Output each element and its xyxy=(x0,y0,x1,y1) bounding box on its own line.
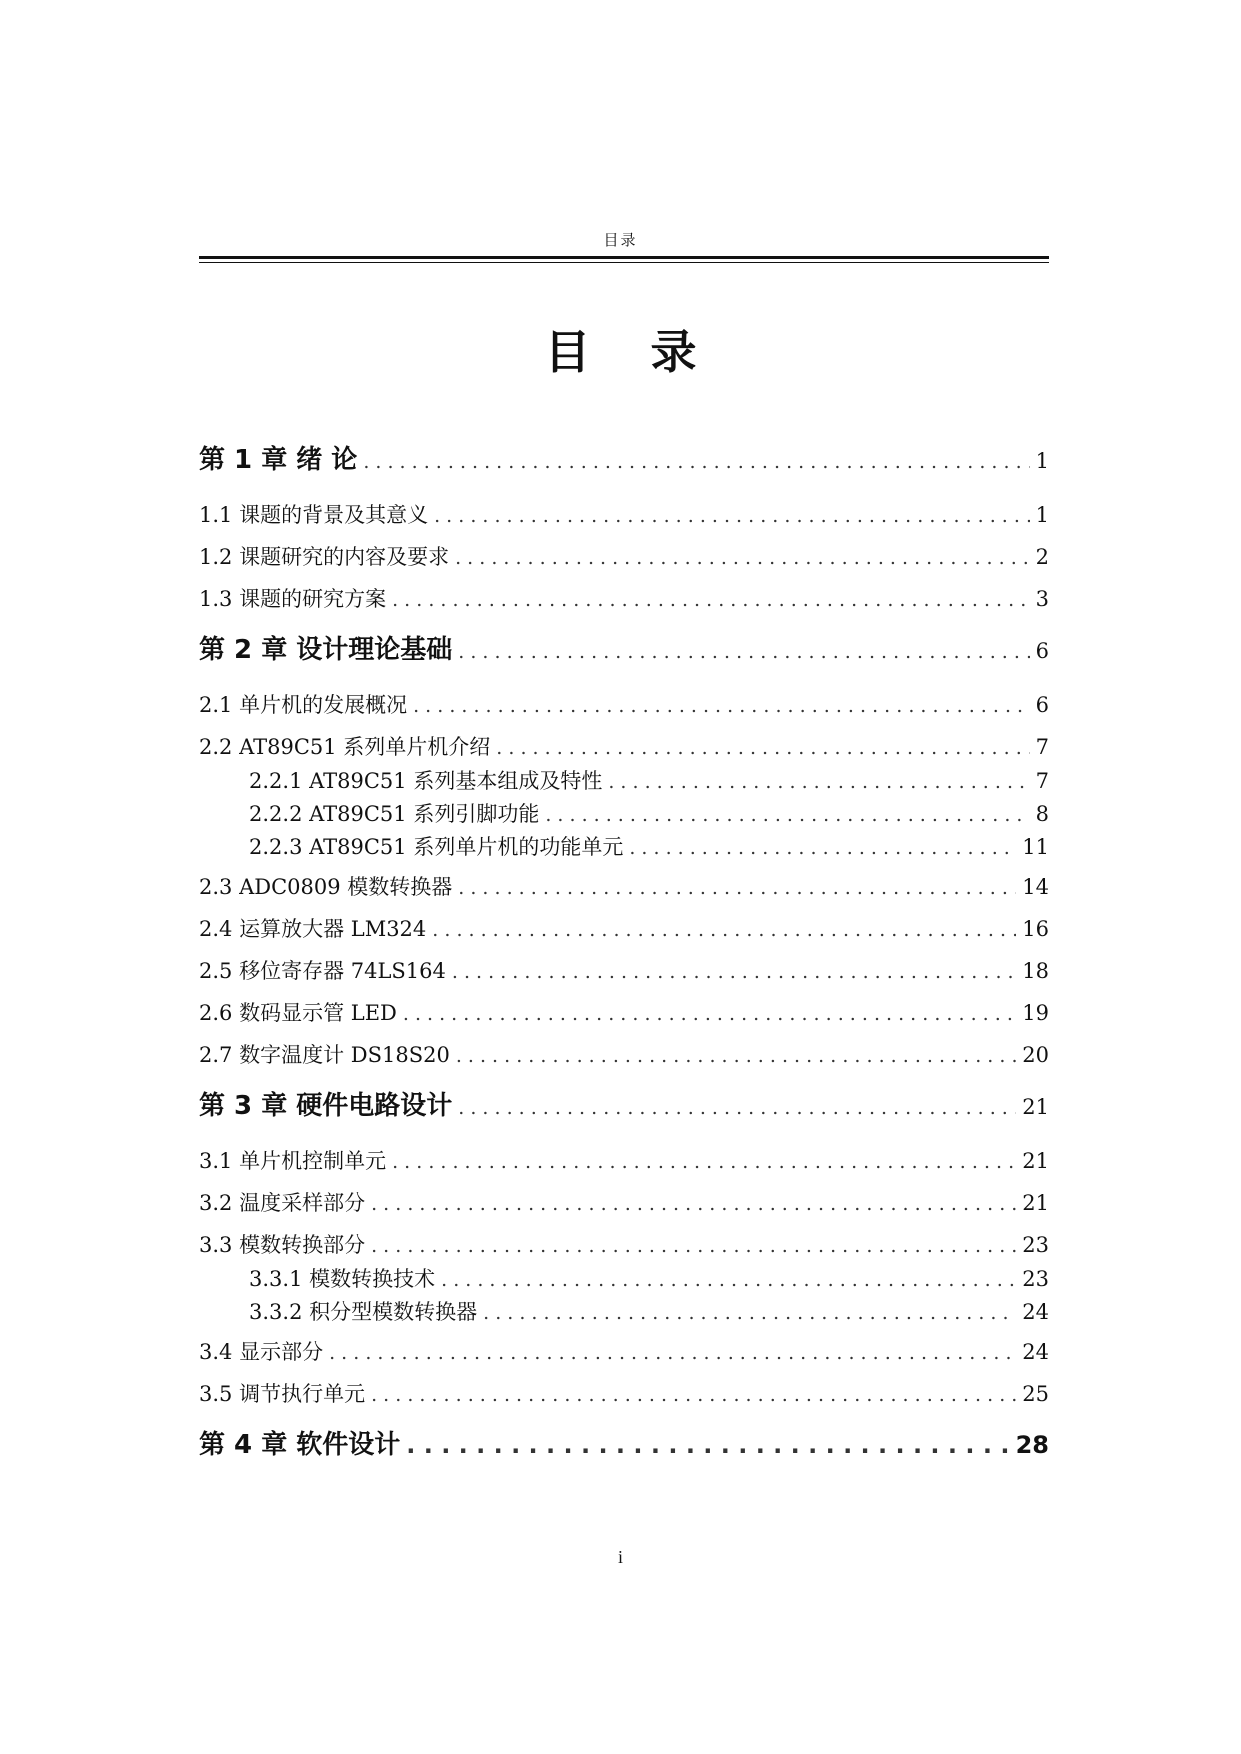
toc-entry-page: 11 xyxy=(1022,835,1049,859)
toc-entry-page: 6 xyxy=(1035,693,1049,717)
toc-entry-page: 1 xyxy=(1035,503,1049,527)
dot-leader xyxy=(455,543,1030,573)
dot-leader xyxy=(403,999,1016,1029)
toc-entry-text: 第 2 章 设计理论基础 xyxy=(199,635,453,665)
dot-leader xyxy=(392,1147,1016,1177)
toc-entry-page: 2 xyxy=(1035,545,1049,569)
toc-entry-text: 3.4 显示部分 xyxy=(199,1340,324,1364)
dot-leader xyxy=(629,834,1016,862)
toc-entry-page: 6 xyxy=(1035,639,1049,663)
toc-entry-page: 20 xyxy=(1022,1043,1049,1067)
toc-entry-page: 21 xyxy=(1022,1149,1049,1173)
toc-entry-1-1[interactable] xyxy=(199,500,1049,530)
dot-leader xyxy=(456,1041,1016,1071)
dot-leader xyxy=(483,1299,1016,1327)
toc-entry-text: 3.5 调节执行单元 xyxy=(199,1382,366,1406)
dot-leader xyxy=(545,801,1029,829)
toc-entry-text: 3.3.2 积分型模数转换器 xyxy=(249,1300,478,1324)
toc-entry-text: 2.3 ADC0809 模数转换器 xyxy=(199,875,453,899)
dot-leader xyxy=(413,691,1030,721)
dot-leader xyxy=(406,1427,1009,1463)
toc-entry-text: 2.1 单片机的发展概况 xyxy=(199,693,408,717)
toc-entry-text: 2.2.2 AT89C51 系列引脚功能 xyxy=(249,802,540,826)
header-rule-thick xyxy=(199,256,1049,259)
toc-entry-text: 第 1 章 绪 论 xyxy=(199,445,358,475)
toc-entry-chapter-1[interactable] xyxy=(199,442,1049,478)
toc-entry-1-3[interactable] xyxy=(199,584,1049,614)
toc-entry-3-3[interactable] xyxy=(199,1230,1049,1260)
toc-entry-2-2-3[interactable] xyxy=(249,833,1049,861)
toc-entry-page: 21 xyxy=(1022,1095,1049,1119)
toc-entry-text: 2.2.1 AT89C51 系列基本组成及特性 xyxy=(249,769,603,793)
toc-entry-3-3-2[interactable] xyxy=(249,1298,1049,1326)
dot-leader xyxy=(458,1090,1016,1126)
toc-entry-text: 3.3.1 模数转换技术 xyxy=(249,1267,436,1291)
toc-entry-text: 2.5 移位寄存器 74LS164 xyxy=(199,959,446,983)
toc-entry-page: 21 xyxy=(1022,1191,1049,1215)
dot-leader xyxy=(458,634,1029,670)
toc-entry-page: 24 xyxy=(1022,1340,1049,1364)
toc-entry-page: 19 xyxy=(1022,1001,1049,1025)
dot-leader xyxy=(371,1189,1016,1219)
toc-entry-3-5[interactable] xyxy=(199,1379,1049,1409)
dot-leader xyxy=(452,957,1016,987)
toc-entry-page: 14 xyxy=(1022,875,1049,899)
dot-leader xyxy=(608,768,1029,796)
toc-entry-2-2-2[interactable] xyxy=(249,800,1049,828)
dot-leader xyxy=(434,501,1030,531)
toc-entry-2-7[interactable] xyxy=(199,1040,1049,1070)
toc-entry-2-4[interactable] xyxy=(199,914,1049,944)
toc-entry-page: 7 xyxy=(1035,769,1049,793)
toc-entry-3-3-1[interactable] xyxy=(249,1265,1049,1293)
dot-leader xyxy=(496,733,1029,763)
dot-leader xyxy=(441,1266,1016,1294)
page-number: i xyxy=(617,1547,623,1567)
toc-entry-text: 3.1 单片机控制单元 xyxy=(199,1149,387,1173)
dot-leader xyxy=(371,1380,1016,1410)
toc-entry-page: 8 xyxy=(1035,802,1049,826)
toc-entry-text: 3.3 模数转换部分 xyxy=(199,1233,366,1257)
dot-leader xyxy=(363,444,1029,480)
dot-leader xyxy=(458,873,1016,903)
toc-entry-text: 2.2.3 AT89C51 系列单片机的功能单元 xyxy=(249,835,624,859)
toc-entry-3-4[interactable] xyxy=(199,1337,1049,1367)
toc-entry-text: 2.6 数码显示管 LED xyxy=(199,1001,397,1025)
toc-entry-page: 3 xyxy=(1035,587,1049,611)
toc-entry-text: 1.1 课题的背景及其意义 xyxy=(199,503,429,527)
toc-entry-2-1[interactable] xyxy=(199,690,1049,720)
dot-leader xyxy=(432,915,1016,945)
toc-entry-page: 23 xyxy=(1022,1267,1049,1291)
toc-entry-3-1[interactable] xyxy=(199,1146,1049,1176)
header-rule-thin xyxy=(199,262,1049,263)
toc-entry-2-3[interactable] xyxy=(199,872,1049,902)
toc-entry-2-2[interactable] xyxy=(199,732,1049,762)
toc-entry-page: 18 xyxy=(1022,959,1049,983)
toc-entry-page: 16 xyxy=(1022,917,1049,941)
dot-leader xyxy=(329,1338,1016,1368)
toc-entry-2-2-1[interactable] xyxy=(249,767,1049,795)
toc-entry-1-2[interactable] xyxy=(199,542,1049,572)
toc-entry-text: 3.2 温度采样部分 xyxy=(199,1191,366,1215)
toc-entry-page: 28 xyxy=(1015,1431,1049,1459)
toc-entry-chapter-4[interactable] xyxy=(199,1427,1049,1463)
toc-entry-chapter-3[interactable] xyxy=(199,1088,1049,1124)
toc-entry-page: 23 xyxy=(1022,1233,1049,1257)
toc-entry-text: 2.4 运算放大器 LM324 xyxy=(199,917,427,941)
dot-leader xyxy=(392,585,1030,615)
running-header: 目录 xyxy=(603,231,638,249)
toc-entry-page: 24 xyxy=(1022,1300,1049,1324)
toc-entry-3-2[interactable] xyxy=(199,1188,1049,1218)
toc-entry-page: 25 xyxy=(1022,1382,1049,1406)
toc-entry-text: 2.7 数字温度计 DS18S20 xyxy=(199,1043,450,1067)
toc-entry-text: 2.2 AT89C51 系列单片机介绍 xyxy=(199,735,491,759)
toc-title: 目 录 xyxy=(544,325,719,379)
toc-entry-2-5[interactable] xyxy=(199,956,1049,986)
toc-entry-text: 1.3 课题的研究方案 xyxy=(199,587,387,611)
toc-entry-page: 7 xyxy=(1035,735,1049,759)
toc-entry-text: 第 4 章 软件设计 xyxy=(199,1430,401,1460)
dot-leader xyxy=(371,1231,1016,1261)
toc-entry-2-6[interactable] xyxy=(199,998,1049,1028)
toc-entry-text: 第 3 章 硬件电路设计 xyxy=(199,1091,453,1121)
toc-entry-chapter-2[interactable] xyxy=(199,632,1049,668)
toc-entry-text: 1.2 课题研究的内容及要求 xyxy=(199,545,450,569)
toc-entry-page: 1 xyxy=(1035,449,1049,473)
